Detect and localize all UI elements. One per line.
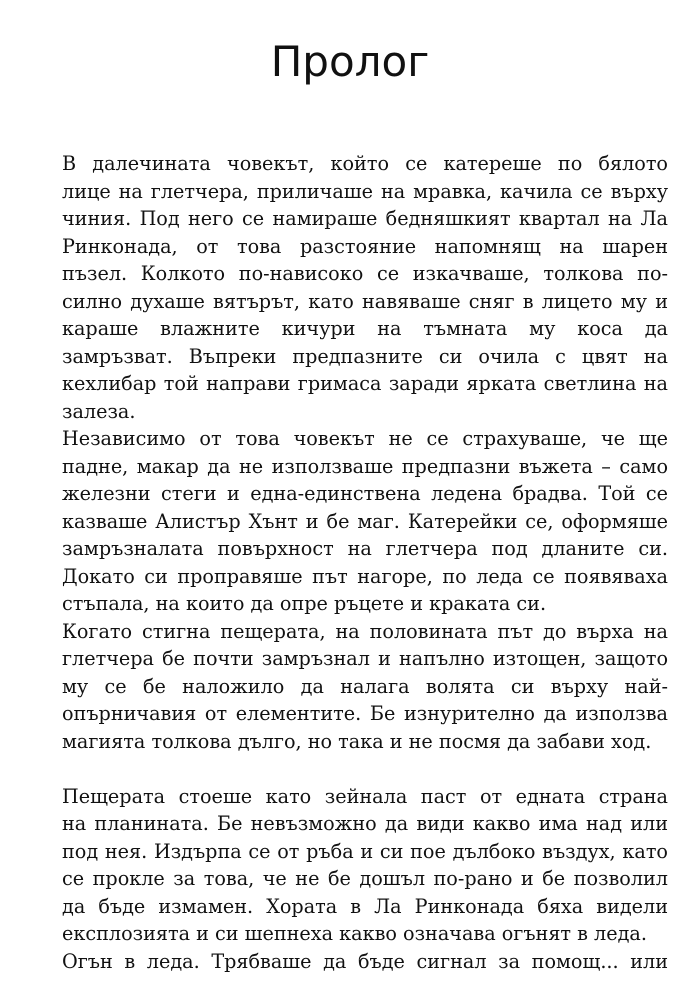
text-line: замръзват. Въпреки предпазните си очила с цвят на	[62, 344, 668, 368]
text-line: железни стеги и една-единствена ледена брадва. Той се	[62, 482, 668, 505]
text-line: силно духаше вятърът, като навяваше сняг в лицето му и	[62, 289, 668, 313]
text-line: залеза.	[62, 399, 136, 423]
text-line: магията толкова дълго, но така и не посмя да забави ход.	[62, 729, 652, 753]
text-line: Пещерата стоеше като зейнала паст от едната страна	[62, 784, 668, 808]
text-line: на планината. Бе невъзможно да види какво има над или	[62, 812, 668, 835]
text-line: Докато си проправяше път нагоре, по леда се появяваха	[62, 564, 668, 588]
text-line: кехлибар той направи гримаса заради ярката светлина на	[62, 372, 668, 395]
text-line: под нея. Издърпа се от ръба и си пое дълбоко въздух, като	[62, 839, 668, 863]
text-line: Ринконада, от това разстояние напомнящ на шарен	[62, 234, 668, 258]
text-line: замръзналата повърхност на глетчера под дланите си.	[62, 537, 668, 560]
text-line: стъпала, на които да опре ръцете и краката си.	[62, 592, 547, 615]
text-line: Независимо от това човекът не се страхуваше, че ще	[62, 427, 668, 450]
text-line: да бъде измамен. Хората в Ла Ринконада бяха видели	[62, 894, 668, 918]
paragraph	[62, 948, 668, 976]
section-break	[62, 755, 668, 783]
text-line: експлозията и си шепнеха какво означава огънят в леда.	[62, 922, 647, 945]
text-line: чиния. Под него се намираше бедняшкият квартал на Ла	[62, 207, 668, 230]
text-line: лице на глетчера, приличаше на мравка, качила се върху	[62, 179, 668, 203]
paragraph	[62, 150, 668, 425]
chapter-body	[62, 150, 668, 975]
text-line: опърничавия от елементите. Бе изнурително да използва	[62, 702, 668, 725]
text-line: глетчера бе почти замръзнал и напълно изтощен, защото	[62, 647, 668, 670]
paragraph	[62, 425, 668, 618]
text-line: казваше Алистър Хънт и бе маг. Катерейки се, оформяше	[62, 509, 668, 533]
paragraph	[62, 618, 668, 756]
text-line: падне, макар да не използваше предпазни въжета – само	[62, 454, 668, 478]
text-line: караше влажните кичури на тъмната му коса да	[62, 317, 668, 340]
text-line: В далечината човекът, който се катереше по бялото	[62, 152, 668, 175]
chapter-title: Пролог	[270, 37, 430, 86]
text-line: пъзел. Колкото по-нависоко се изкачваше, толкова по-	[62, 262, 668, 285]
text-line: Огън в леда. Трябваше да бъде сигнал за помощ... или	[62, 949, 668, 973]
paragraph	[62, 783, 668, 948]
text-line: Когато стигна пещерата, на половината път до върха на	[62, 619, 668, 643]
text-line: му се бе наложило да налага волята си върху най-	[62, 674, 668, 698]
text-line: се прокле за това, че не бе дошъл по-рано и бе позволил	[62, 867, 668, 890]
